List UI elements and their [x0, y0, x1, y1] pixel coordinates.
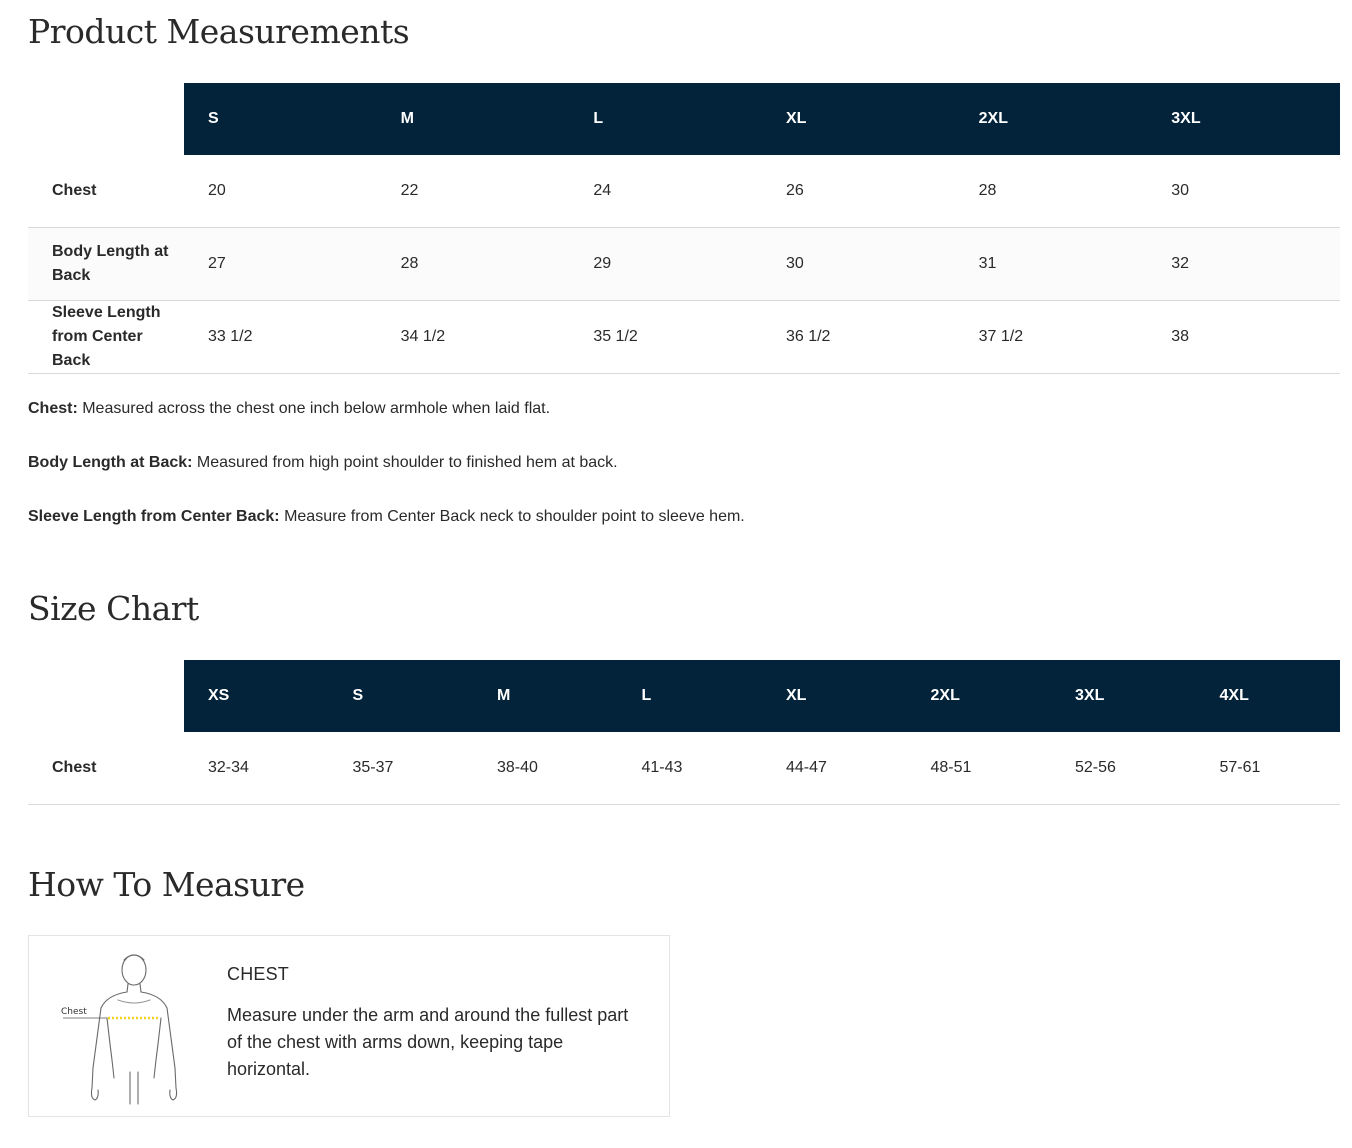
table-cell: 44-47 [762, 732, 907, 805]
table-cell: 22 [377, 155, 570, 228]
table-cell: 36 1/2 [762, 301, 955, 374]
figure-chest-label: Chest [61, 1007, 87, 1017]
product-measurements-table [28, 83, 1340, 374]
size-header-xl: XL [762, 83, 955, 155]
row-label: Chest [28, 155, 184, 228]
header-blank-cell [28, 83, 184, 155]
table-cell: 38 [1147, 301, 1340, 374]
table-row-sleeve-length [28, 301, 1340, 374]
measure-card-chest [28, 935, 670, 1117]
table-cell: 52-56 [1051, 732, 1196, 805]
table-cell: 31 [955, 228, 1148, 301]
row-label: Chest [28, 732, 184, 805]
card-description: Measure under the arm and around the fullest part of the chest with arms down, keeping tape horizontal. [227, 1005, 629, 1079]
size-header-2xl: 2XL [955, 83, 1148, 155]
row-label: Sleeve Length from Center Back [28, 301, 184, 374]
table-header-row [28, 660, 1340, 732]
table-cell: 30 [1147, 155, 1340, 228]
note-term: Body Length at Back: [28, 454, 193, 471]
note-body-length [28, 452, 745, 473]
size-header-l: L [569, 83, 762, 155]
table-cell: 34 1/2 [377, 301, 570, 374]
size-header-xs: XS [184, 660, 329, 732]
table-cell: 24 [569, 155, 762, 228]
table-cell: 32 [1147, 228, 1340, 301]
table-cell: 38-40 [473, 732, 618, 805]
measurement-notes [28, 398, 745, 560]
size-header-3xl: 3XL [1147, 83, 1340, 155]
note-chest [28, 398, 745, 419]
table-cell: 20 [184, 155, 377, 228]
table-cell: 37 1/2 [955, 301, 1148, 374]
table-cell: 48-51 [907, 732, 1052, 805]
product-measurements-heading: Product Measurements [28, 12, 410, 51]
size-header-2xl: 2XL [907, 660, 1052, 732]
note-text: Measured across the chest one inch below armhole when laid flat. [77, 400, 551, 417]
note-sleeve-length [28, 506, 745, 527]
table-cell: 33 1/2 [184, 301, 377, 374]
size-header-3xl: 3XL [1051, 660, 1196, 732]
table-row-chest [28, 155, 1340, 228]
size-header-4xl: 4XL [1196, 660, 1341, 732]
row-label: Body Length at Back [28, 228, 184, 301]
table-header-row [28, 83, 1340, 155]
table-cell: 29 [569, 228, 762, 301]
table-cell: 28 [377, 228, 570, 301]
size-chart-table [28, 660, 1340, 805]
size-header-s: S [329, 660, 474, 732]
table-cell: 30 [762, 228, 955, 301]
note-text: Measured from high point shoulder to finished hem at back. [192, 454, 618, 471]
table-cell: 35-37 [329, 732, 474, 805]
body-figure-icon [55, 948, 205, 1108]
size-header-s: S [184, 83, 377, 155]
header-blank-cell [28, 660, 184, 732]
note-term: Chest: [28, 400, 78, 417]
table-row-body-length [28, 228, 1340, 301]
size-header-m: M [473, 660, 618, 732]
size-header-xl: XL [762, 660, 907, 732]
table-cell: 27 [184, 228, 377, 301]
size-chart-heading: Size Chart [28, 589, 199, 628]
size-header-l: L [618, 660, 763, 732]
note-text: Measure from Center Back neck to shoulder point to sleeve hem. [279, 508, 745, 525]
table-cell: 41-43 [618, 732, 763, 805]
table-cell: 57-61 [1196, 732, 1341, 805]
note-term: Sleeve Length from Center Back: [28, 508, 280, 525]
table-row-chest [28, 732, 1340, 805]
table-cell: 26 [762, 155, 955, 228]
how-to-measure-heading: How To Measure [28, 865, 305, 904]
size-header-m: M [377, 83, 570, 155]
table-cell: 35 1/2 [569, 301, 762, 374]
table-cell: 28 [955, 155, 1148, 228]
table-cell: 32-34 [184, 732, 329, 805]
card-title: CHEST [227, 964, 290, 984]
